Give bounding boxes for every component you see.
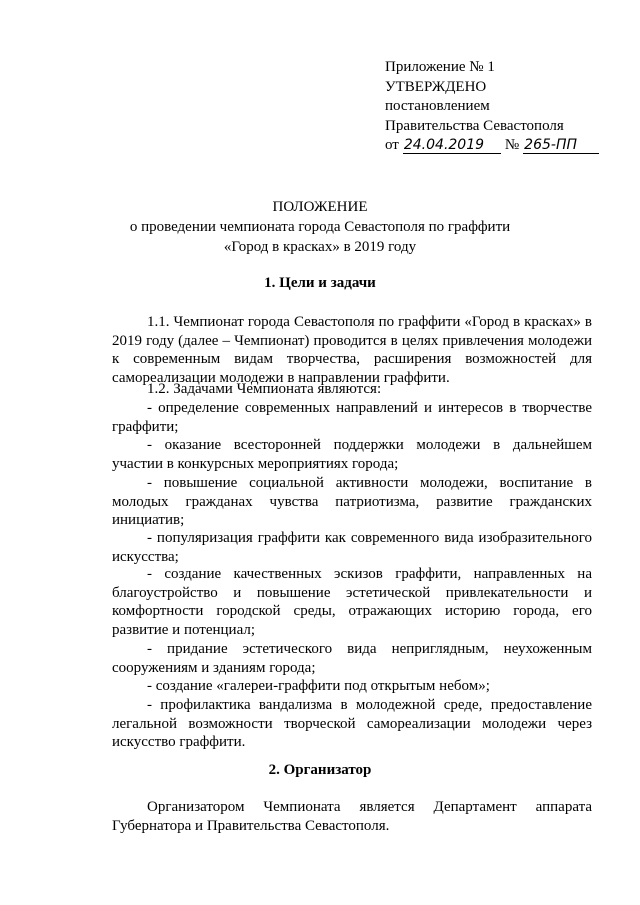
list-item: - популяризация граффити как современного вида изобразительного искусства;	[112, 530, 592, 565]
title-line-3: «Город в красках» в 2019 году	[223, 239, 417, 255]
section-2-heading: 2. Организатор	[268, 762, 372, 778]
list-item: - определение современных направлений и интересов в творчестве граффити;	[112, 400, 592, 435]
government-label: Правительства Севастополя	[385, 117, 564, 134]
appendix-label: Приложение № 1	[385, 59, 495, 75]
approved-label: УТВЕРЖДЕНО	[385, 78, 487, 95]
handwritten-number: 265-ПП	[523, 138, 599, 154]
list-item: - профилактика вандализма в молодежной среде, предоставление легальной возможности творческой самореализации молодежи через искусство граффити.	[112, 697, 592, 750]
paragraph-1-2: 1.2. Задачами Чемпионата являются:	[147, 381, 382, 397]
list-item: - придание эстетического вида неприглядным, неухоженным сооружениям и зданиям города;	[112, 641, 592, 676]
list-item: - повышение социальной активности молодежи, воспитание в молодых гражданах чувства патриотизма, развитие гражданских инициатив;	[112, 475, 592, 528]
resolution-label: постановлением	[385, 98, 490, 114]
approval-stamp	[385, 58, 599, 156]
date-number-line	[385, 136, 599, 156]
list-item: - оказание всесторонней поддержки молодежи в дальнейшем участии в конкурсных мероприятиях города;	[112, 437, 592, 472]
paragraph-2-1: Организатором Чемпионата является Департамент аппарата Губернатора и Правительства Севастополя.	[112, 799, 592, 834]
list-item: - создание качественных эскизов граффити, направленных на благоустройство и повышение эстетической привлекательности и комфортности городской среды, отражающих историю города, его развитие и потенциал;	[112, 566, 592, 638]
paragraph-1-1: 1.1. Чемпионат города Севастополя по граффити «Город в красках» в 2019 году (далее – Чемпионат) проводится в целях привлечения молодежи к современным видам творчества, расширения возможностей для самореализации молодежи в направлении граффити.	[112, 314, 592, 386]
title-line-1: ПОЛОЖЕНИЕ	[272, 199, 368, 215]
number-label: №	[504, 137, 520, 153]
document-title	[0, 197, 640, 257]
title-line-2: о проведении чемпионата города Севастополя по граффити	[129, 219, 511, 235]
section-1-heading: 1. Цели и задачи	[264, 275, 376, 291]
handwritten-date: 24.04.2019	[403, 138, 501, 154]
from-label: от	[385, 137, 399, 153]
list-item: - создание «галереи-граффити под открытым небом»;	[147, 678, 490, 694]
